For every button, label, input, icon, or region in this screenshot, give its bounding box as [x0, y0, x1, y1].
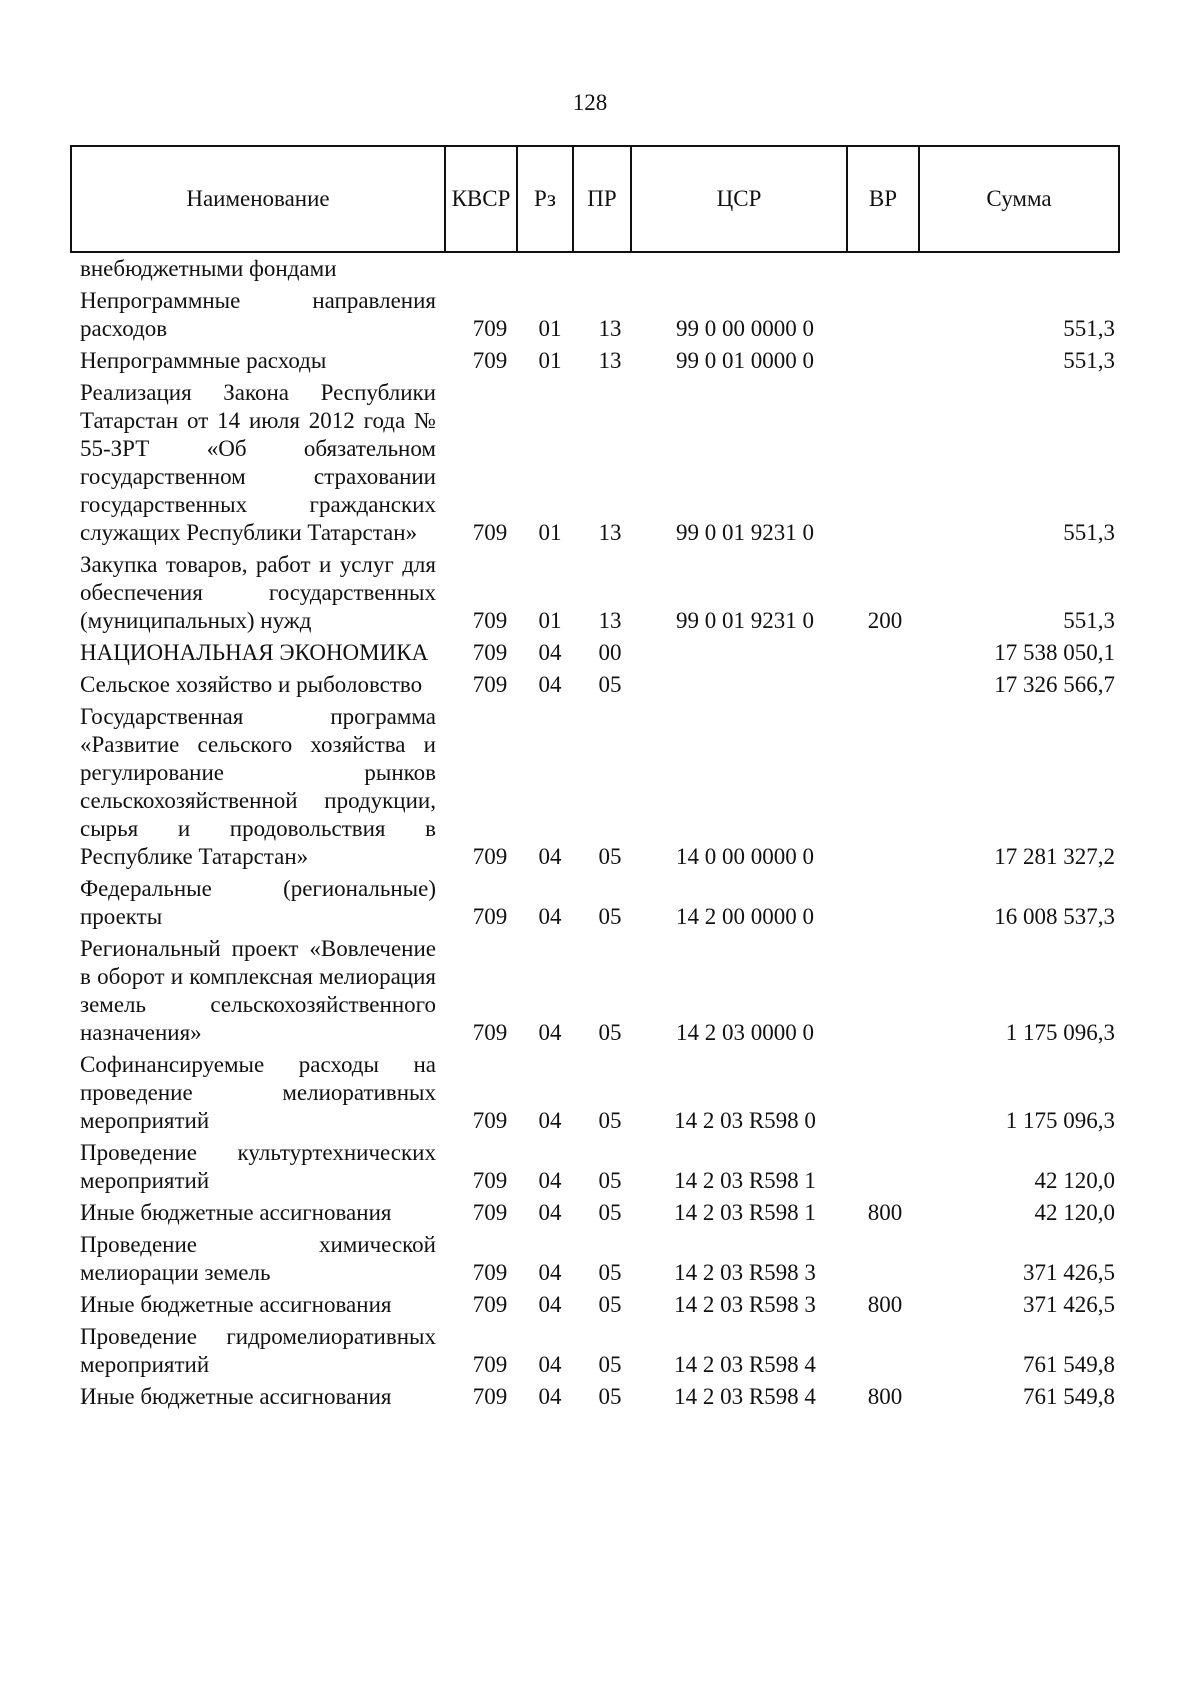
cell-name: Софинансируемые расходы на проведение мелиоративных мероприятий	[80, 1052, 436, 1133]
table-row	[80, 379, 1120, 547]
table-row	[80, 1323, 1120, 1379]
table-row	[80, 1051, 1120, 1135]
cell-csr: 14 2 03 R598 4	[674, 1352, 816, 1377]
cell-name: НАЦИОНАЛЬНАЯ ЭКОНОМИКА	[80, 640, 429, 665]
cell-pr: 05	[598, 672, 622, 697]
cell-name: Непрограммные расходы	[80, 348, 327, 373]
cell-name: Сельское хозяйство и рыболовство	[80, 672, 423, 697]
cell-sum: 371 426,5	[1023, 1260, 1115, 1285]
cell-kvsr: 709	[472, 1260, 508, 1285]
cell-sum: 551,3	[1063, 348, 1115, 373]
table-row	[80, 639, 1120, 667]
cell-pr: 05	[598, 844, 622, 869]
cell-sum: 371 426,5	[1023, 1292, 1115, 1317]
cell-pr: 05	[598, 1260, 622, 1285]
cell-kvsr: 709	[472, 844, 508, 869]
cell-kvsr: 709	[472, 1168, 508, 1193]
cell-rz: 01	[538, 316, 562, 341]
cell-rz: 04	[538, 1200, 562, 1225]
cell-sum: 1 175 096,3	[1005, 1108, 1115, 1133]
cell-rz: 04	[538, 640, 562, 665]
table-row	[80, 671, 1120, 699]
table-row	[80, 255, 1120, 283]
cell-pr: 13	[598, 348, 622, 373]
cell-kvsr: 709	[472, 1292, 508, 1317]
cell-pr: 05	[598, 904, 622, 929]
cell-name: Иные бюджетные ассигнования	[80, 1200, 392, 1225]
cell-kvsr: 709	[472, 520, 508, 545]
cell-pr: 05	[598, 1292, 622, 1317]
cell-kvsr: 709	[472, 904, 508, 929]
cell-kvsr: 709	[472, 1352, 508, 1377]
header-vr: ВР	[848, 147, 920, 251]
cell-kvsr: 709	[472, 1200, 508, 1225]
cell-rz: 04	[538, 1260, 562, 1285]
cell-csr: 99 0 01 9231 0	[676, 608, 814, 633]
cell-csr: 14 2 03 R598 0	[674, 1108, 816, 1133]
cell-kvsr: 709	[472, 1108, 508, 1133]
cell-name: Проведение гидромелиоративных мероприятий	[80, 1324, 436, 1377]
table-body	[80, 255, 1120, 1415]
cell-csr: 14 2 03 R598 1	[674, 1200, 816, 1225]
cell-csr: 14 0 00 0000 0	[676, 844, 814, 869]
cell-rz: 01	[538, 608, 562, 633]
cell-sum: 16 008 537,3	[994, 904, 1115, 929]
cell-rz: 04	[538, 904, 562, 929]
cell-sum: 42 120,0	[1034, 1200, 1115, 1225]
cell-csr: 14 2 03 R598 1	[674, 1168, 816, 1193]
cell-name: Проведение культуртехнических мероприятий	[80, 1140, 436, 1193]
cell-sum: 1 175 096,3	[1005, 1020, 1115, 1045]
cell-kvsr: 709	[472, 672, 508, 697]
header-rz: Рз	[518, 147, 574, 251]
cell-pr: 13	[598, 520, 622, 545]
cell-sum: 551,3	[1063, 316, 1115, 341]
cell-pr: 05	[598, 1168, 622, 1193]
cell-name: Непрограммные направления расходов	[80, 288, 436, 341]
cell-name: Государственная программа «Развитие сельского хозяйства и регулирование рынков сельскохозяйственной продукции, сырья и продовольствия в Республике Татарстан»	[80, 704, 436, 869]
cell-name: Проведение химической мелиорации земель	[80, 1232, 436, 1285]
table-row	[80, 875, 1120, 931]
cell-rz: 04	[538, 844, 562, 869]
cell-rz: 04	[538, 1108, 562, 1133]
table-row	[80, 1231, 1120, 1287]
header-sum: Сумма	[986, 186, 1052, 211]
cell-csr: 14 2 03 R598 3	[674, 1260, 816, 1285]
cell-rz: 01	[538, 348, 562, 373]
cell-pr: 05	[598, 1020, 622, 1045]
cell-sum: 761 549,8	[1023, 1352, 1115, 1377]
cell-rz: 01	[538, 520, 562, 545]
cell-csr: 99 0 01 0000 0	[676, 348, 814, 373]
cell-kvsr: 709	[472, 348, 508, 373]
table-row	[80, 703, 1120, 871]
page-number: 128	[572, 90, 608, 115]
table-row	[80, 935, 1120, 1047]
cell-csr: 99 0 00 0000 0	[676, 316, 814, 341]
cell-pr: 05	[598, 1200, 622, 1225]
cell-sum: 761 549,8	[1023, 1384, 1115, 1409]
table-row	[80, 1383, 1120, 1411]
header-pr: ПР	[574, 147, 632, 251]
cell-rz: 04	[538, 1384, 562, 1409]
table-row	[80, 1291, 1120, 1319]
cell-sum: 17 326 566,7	[994, 672, 1115, 697]
cell-csr: 99 0 01 9231 0	[676, 520, 814, 545]
header-name: Наименование	[72, 147, 446, 251]
cell-rz: 04	[538, 1352, 562, 1377]
cell-vr: 800	[867, 1292, 903, 1317]
header-kvsr: КВСР	[446, 147, 518, 251]
cell-kvsr: 709	[472, 608, 508, 633]
cell-pr: 05	[598, 1384, 622, 1409]
table-row	[80, 347, 1120, 375]
cell-csr: 14 2 03 0000 0	[676, 1020, 814, 1045]
cell-rz: 04	[538, 1020, 562, 1045]
cell-pr: 05	[598, 1108, 622, 1133]
cell-name: Федеральные (региональные) проекты	[80, 876, 436, 929]
table-row	[80, 1199, 1120, 1227]
cell-kvsr: 709	[472, 316, 508, 341]
cell-name: Иные бюджетные ассигнования	[80, 1292, 392, 1317]
cell-sum: 17 538 050,1	[994, 640, 1115, 665]
cell-name: Закупка товаров, работ и услуг для обеспечения государственных (муниципальных) нужд	[80, 552, 436, 633]
cell-rz: 04	[538, 1292, 562, 1317]
cell-name: внебюджетными фондами	[80, 256, 337, 281]
cell-pr: 13	[598, 316, 622, 341]
table-row	[80, 1139, 1120, 1195]
cell-kvsr: 709	[472, 1020, 508, 1045]
cell-sum: 17 281 327,2	[994, 844, 1115, 869]
cell-pr: 13	[598, 608, 622, 633]
cell-rz: 04	[538, 672, 562, 697]
cell-pr: 00	[598, 640, 622, 665]
cell-sum: 551,3	[1063, 608, 1115, 633]
cell-kvsr: 709	[472, 640, 508, 665]
cell-csr: 14 2 00 0000 0	[676, 904, 814, 929]
cell-vr: 200	[867, 608, 903, 633]
cell-name: Иные бюджетные ассигнования	[80, 1384, 392, 1409]
cell-name: Региональный проект «Вовлечение в оборот и комплексная мелиорация земель сельскохозяйственного назначения»	[80, 936, 436, 1045]
table-row	[80, 551, 1120, 635]
cell-kvsr: 709	[472, 1384, 508, 1409]
header-csr: ЦСР	[632, 147, 848, 251]
cell-csr: 14 2 03 R598 4	[674, 1384, 816, 1409]
cell-rz: 04	[538, 1168, 562, 1193]
table-row	[80, 287, 1120, 343]
table-header	[70, 145, 1120, 253]
cell-csr: 14 2 03 R598 3	[674, 1292, 816, 1317]
cell-vr: 800	[867, 1384, 903, 1409]
cell-vr: 800	[867, 1200, 903, 1225]
cell-pr: 05	[598, 1352, 622, 1377]
cell-sum: 42 120,0	[1034, 1168, 1115, 1193]
cell-name: Реализация Закона Республики Татарстан от 14 июля 2012 года № 55-ЗРТ «Об обязательном государственном страховании государственных гражданских служащих Республики Татарстан»	[80, 380, 436, 545]
cell-sum: 551,3	[1063, 520, 1115, 545]
